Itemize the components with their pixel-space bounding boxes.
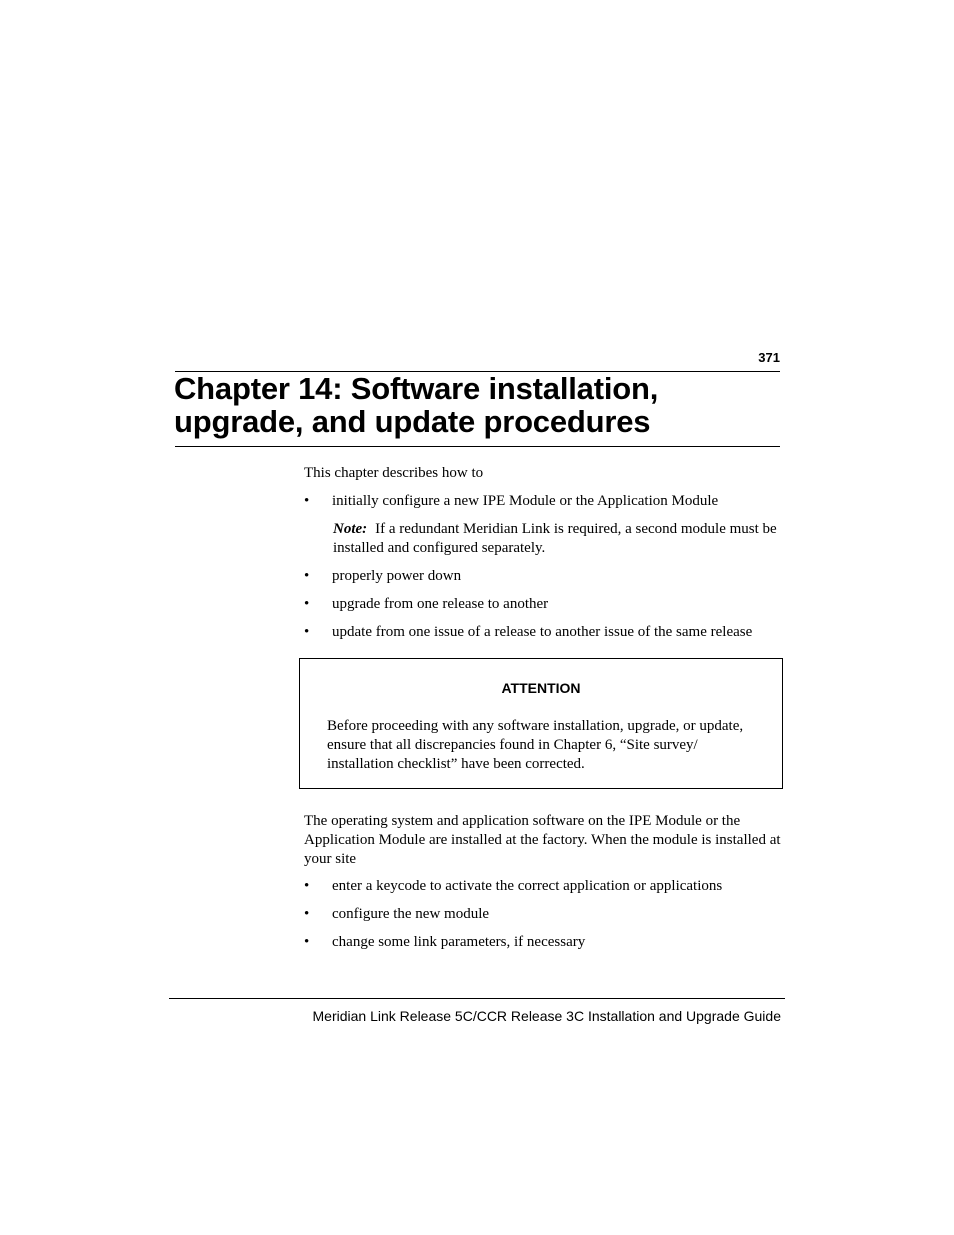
page-number: 371 [758,350,780,365]
body-paragraph: The operating system and application software on the IPE Module or the Application Module are installed at the factory. When the module is installed at your site [304,813,781,867]
chapter-title-line-2: upgrade, and update procedures [174,404,651,439]
note-label: Note: [333,521,368,537]
bullet-list-1 [304,492,784,511]
title-rule [175,446,780,447]
footer-rule [169,998,785,999]
intro-paragraph: This chapter describes how to [304,465,484,481]
footer-title: Meridian Link Release 5C/CCR Release 3C Installation and Upgrade Guide [312,1008,781,1024]
list-item-text: upgrade from one release to another [332,596,549,612]
bullet-glyph: • [304,934,310,950]
list-item-text: properly power down [332,568,462,584]
list-item [304,933,784,952]
bullet-glyph: • [304,878,310,894]
chapter-title [174,372,794,438]
bullet-glyph: • [304,906,310,922]
list-item [304,905,784,924]
attention-text: Before proceeding with any software installation, upgrade, or update, ensure that all discrepancies found in Chapter 6, “Site survey/ installation checklist” have been corrected. [327,718,744,772]
list-item-text: initially configure a new IPE Module or the Application Module [332,493,719,509]
bullet-glyph: • [304,624,310,640]
list-item [304,595,784,614]
bullet-list-2 [304,567,784,651]
list-item [304,623,784,642]
note [333,520,785,558]
bullet-glyph: • [304,596,310,612]
list-item-text: configure the new module [332,906,490,922]
list-item [304,492,784,511]
chapter-title-line-1: Chapter 14: Software installation, [174,371,659,406]
list-item-text: enter a keycode to activate the correct application or applications [332,878,723,894]
attention-title: ATTENTION [501,680,581,696]
list-item [304,567,784,586]
note-text: If a redundant Meridian Link is required, a second module must be installed and configured separately. [333,521,777,556]
list-item-text: change some link parameters, if necessary [332,934,586,950]
bullet-list-3 [304,877,784,961]
list-item [304,877,784,896]
bullet-glyph: • [304,568,310,584]
attention-box [299,658,783,789]
bullet-glyph: • [304,493,310,509]
list-item-text: update from one issue of a release to another issue of the same release [332,624,753,640]
